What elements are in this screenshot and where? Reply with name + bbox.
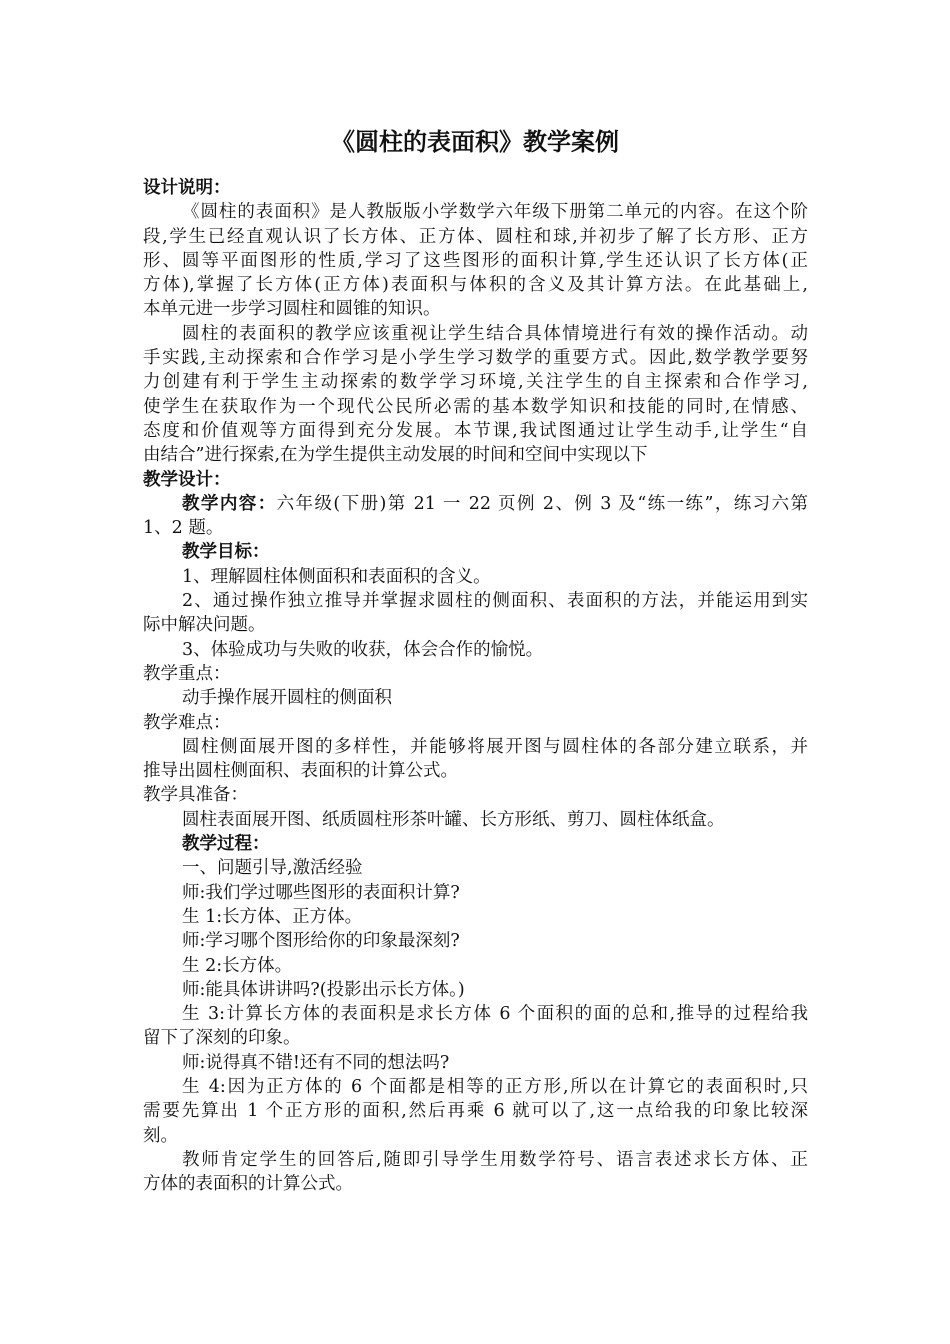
- section-heading-design: 教学设计：: [143, 469, 231, 490]
- process-heading: 教学过程：: [182, 834, 270, 855]
- paragraph-intro: [143, 200, 808, 321]
- goal-item: 1、理解圆柱体侧面积和表面积的含义。: [182, 566, 491, 587]
- key-point-text: 动手操作展开圆柱的侧面积: [182, 688, 392, 709]
- dialogue-line: 教师肯定学生的回答后,随即引导学生用数学符号、语言表述求长方体、正: [182, 1149, 808, 1170]
- paragraph-line: 使学生在获取作为一个现代公民所必需的基本数学知识和技能的同时,在情感、: [143, 396, 808, 417]
- dialogue-line: 生 1:长方体、正方体。: [182, 906, 363, 927]
- teaching-content-line: 1、2 题。: [143, 518, 224, 539]
- goal-item: 际中解决问题。: [143, 615, 266, 636]
- dialogue-line: 留下了深刻的印象。: [143, 1028, 301, 1049]
- dialogue-line: 方体的表面积的计算公式。: [143, 1174, 353, 1195]
- key-point-heading: 教学重点：: [143, 663, 231, 684]
- tools-heading: 教学具准备：: [143, 785, 248, 806]
- teaching-content-line: [143, 492, 808, 516]
- goals-heading: 教学目标：: [182, 542, 270, 563]
- paragraph-line: 段,学生已经直观认识了长方体、正方体、圆柱和球,并初步了解了长方形、正方: [143, 226, 808, 247]
- document-title: 《圆柱的表面积》教学案例: [331, 128, 619, 156]
- paragraph-line: 方体),掌握了长方体(正方体)表面积与体积的含义及其计算方法。在此基础上,: [143, 275, 808, 296]
- dialogue-line: 师:学习哪个图形给你的印象最深刻?: [182, 931, 460, 952]
- section-heading-design-note: 设计说明：: [143, 178, 231, 198]
- paragraph-line: 圆柱的表面积的教学应该重视让学生结合具体情境进行有效的操作活动。动: [182, 323, 808, 344]
- dialogue-line: 师:我们学过哪些图形的表面积计算?: [182, 882, 460, 903]
- paragraph-line: 态度和价值观等方面得到充分发展。本节课,我试图通过让学生动手,让学生“自: [143, 420, 808, 441]
- dialogue-line: 刻。: [143, 1125, 178, 1146]
- dialogue-line: 生 3:计算长方体的表面积是求长方体 6 个面积的面的总和,推导的过程给我: [182, 1004, 808, 1025]
- dialogue-line: 需要先算出 1 个正方形的面积,然后再乘 6 就可以了,这一点给我的印象比较深: [143, 1101, 808, 1122]
- paragraph-line: 形、圆等平面图形的性质,学习了这些图形的面积计算,学生还认识了长方体(正: [143, 250, 808, 271]
- paragraph-line: 《圆柱的表面积》是人教版版小学数学六年级下册第二单元的内容。在这个阶: [182, 202, 808, 223]
- tools-text: 圆柱表面展开图、纸质圆柱形茶叶罐、长方形纸、剪刀、圆柱体纸盒。: [182, 809, 725, 830]
- difficulty-heading: 教学难点：: [143, 712, 231, 733]
- dialogue-line: 生 2:长方体。: [182, 955, 293, 976]
- paragraph-rationale: [143, 322, 808, 468]
- teaching-content-text: 六年级(下册)第 21 一 22 页例 2、例 3 及“练一练”，练习六第: [276, 493, 808, 514]
- teaching-content-label: 教学内容：: [182, 493, 277, 514]
- dialogue-line: 生 4:因为正方体的 6 个面都是相等的正方形,所以在计算它的表面积时,只: [182, 1076, 808, 1097]
- goal-item: 2、通过操作独立推导并掌握求圆柱的侧面积、表面积的方法，并能运用到实: [182, 591, 808, 612]
- document-body: [143, 176, 808, 1196]
- paragraph-line: 力创建有利于学生主动探索的数学学习环境,关注学生的自主探索和合作学习,: [143, 372, 808, 393]
- paragraph-line: 本单元进一步学习圆柱和圆锥的知识。: [143, 299, 441, 320]
- process-step: 一、问题引导,激活经验: [182, 858, 363, 879]
- dialogue-line: 师:能具体讲讲吗?(投影出示长方体。): [182, 979, 465, 1000]
- goal-item: 3、体验成功与失败的收获，体会合作的愉悦。: [182, 639, 544, 660]
- paragraph-line: 手实践,主动探索和合作学习是小学生学习数学的重要方式。因此,数学教学要努: [143, 348, 808, 369]
- difficulty-text: 推导出圆柱侧面积、表面积的计算公式。: [143, 761, 458, 782]
- difficulty-text: 圆柱侧面展开图的多样性，并能够将展开图与圆柱体的各部分建立联系，并: [182, 736, 808, 757]
- paragraph-line: 由结合”进行探索,在为学生提供主动发展的时间和空间中实现以下: [143, 445, 648, 466]
- dialogue-line: 师:说得真不错!还有不同的想法吗?: [182, 1052, 450, 1073]
